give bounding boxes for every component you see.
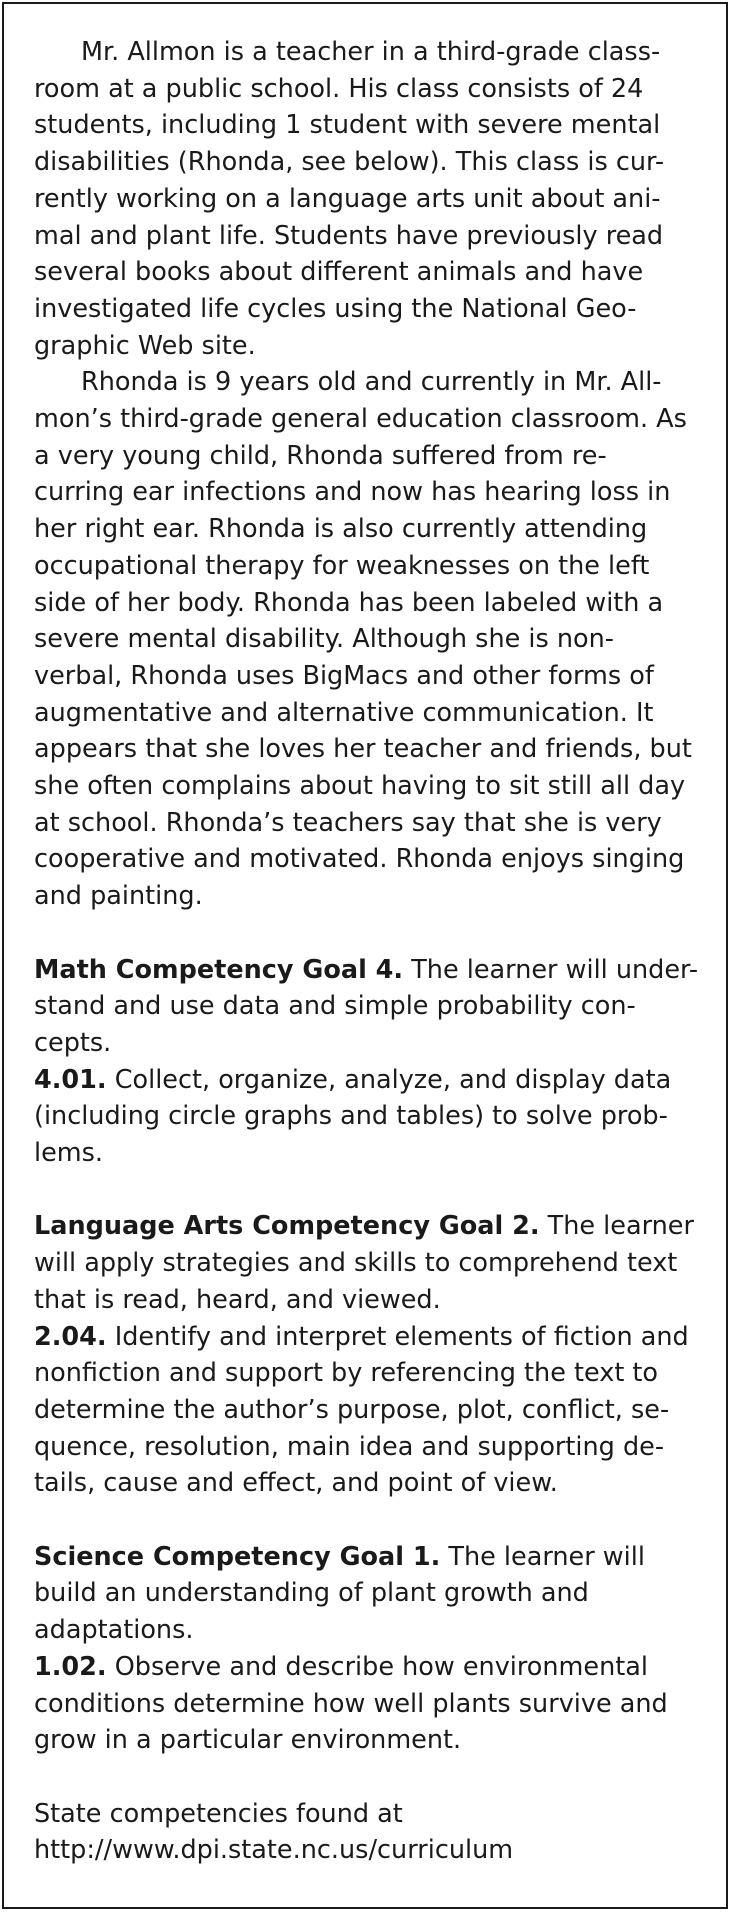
- language-arts-objective: [34, 1319, 704, 1503]
- spacer: [34, 915, 704, 952]
- language-arts-objective-text: Identify and interpret elements of fiction and nonfiction and support by referencing the text to determine the author’s purpose, plot, conflict, se- quence, resolution, main idea and supporting de- tails, cause and effect, and point of view.: [34, 1321, 689, 1499]
- spacer: [34, 1502, 704, 1539]
- science-objective-text: Observe and describe how environmental conditions determine how well plants survive and grow in a particular environment.: [34, 1651, 668, 1756]
- language-arts-objective-label: 2.04.: [34, 1321, 107, 1352]
- science-goal-label: Science Competency Goal 1.: [34, 1541, 441, 1572]
- case-study-content: [34, 34, 704, 1869]
- case-paragraph-allmon: Mr. Allmon is a teacher in a third-grade class- room at a public school. His class consists of 24 students, including 1 student with severe mental disabilities (Rhonda, see below). This class is cur- rently working on a language arts unit about ani- mal and plant life. Students have previously read several books about different animals and have investigated life cycles using the National Geo- graphic Web site.: [34, 37, 665, 361]
- curriculum-url: http://www.dpi.state.nc.us/curriculum: [34, 1835, 514, 1866]
- science-goal: [34, 1539, 704, 1649]
- math-goal-text: The learner will under- stand and use data and simple probability con- cepts.: [34, 954, 699, 1058]
- math-goal-label: Math Competency Goal 4.: [34, 954, 404, 985]
- language-arts-goal: [34, 1208, 704, 1318]
- science-objective-label: 1.02.: [34, 1651, 107, 1682]
- language-arts-goal-label: Language Arts Competency Goal 2.: [34, 1211, 540, 1242]
- math-objective-label: 4.01.: [34, 1064, 107, 1095]
- language-arts-goal-text: The learner will apply strategies and skills to comprehend text that is read, heard, and viewed.: [34, 1211, 694, 1315]
- spacer: [34, 1172, 704, 1209]
- math-objective: [34, 1062, 704, 1172]
- math-goal: [34, 952, 704, 1062]
- math-objective-text: Collect, organize, analyze, and display data (including circle graphs and tables) to solve prob- lems.: [34, 1064, 672, 1169]
- spacer: [34, 1759, 704, 1796]
- case-paragraph-rhonda: Rhonda is 9 years old and currently in Mr. All- mon’s third-grade general education classroom. As a very young child, Rhonda suffered from re- curring ear infections and now has hearing loss in her right ear. Rhonda is also currently attending occupational therapy for weaknesses on the left side of her body. Rhonda has been labeled with a severe mental disability. Although she is non- verbal, Rhonda uses BigMacs and other forms of augmentative and alternative communication. It appears that she loves her teacher and friends, but she often complains about having to sit still all day at school. Rhonda’s teachers say that she is very cooperative and motivated. Rhonda enjoys singing and painting.: [34, 367, 692, 912]
- science-objective: [34, 1649, 704, 1759]
- footer-note: State competencies found at: [34, 1798, 403, 1829]
- science-goal-text: The learner will build an understanding of plant growth and adaptations.: [34, 1541, 645, 1646]
